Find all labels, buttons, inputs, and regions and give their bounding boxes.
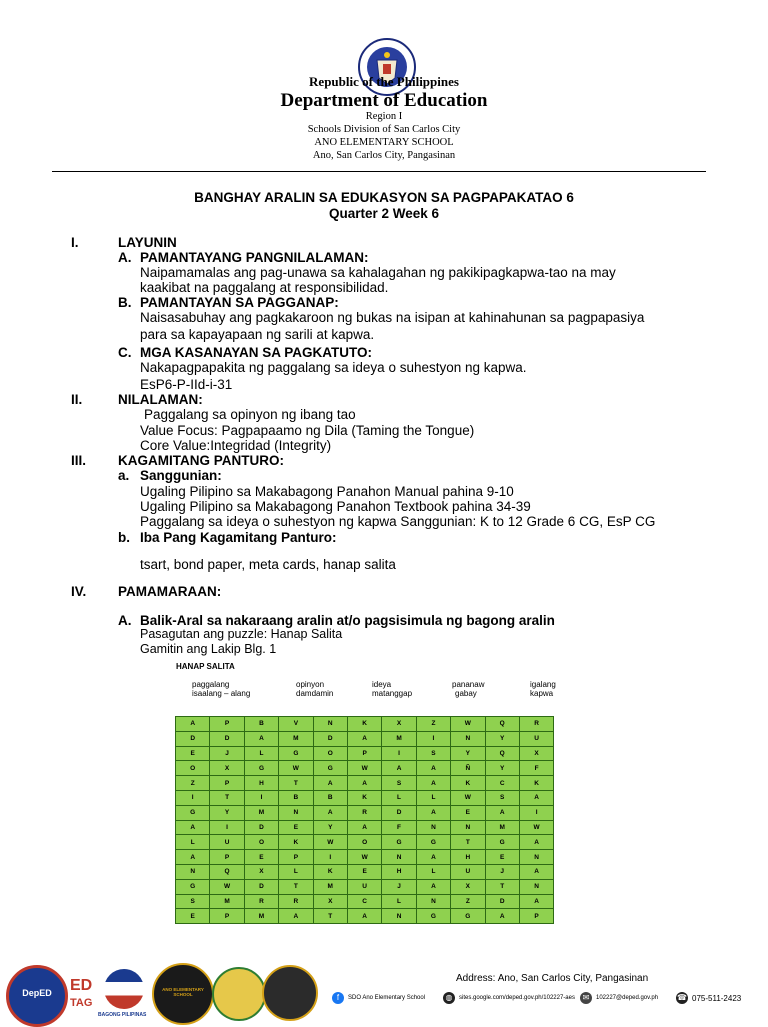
section-iv-label: PAMAMARAAN: — [118, 584, 222, 599]
grid-cell: Q — [485, 717, 519, 732]
grid-cell: Z — [416, 717, 450, 732]
grid-cell: D — [313, 731, 347, 746]
section-b-text1: Naisasabuhay ang pagkakaroon ng bukas na isipan at kahinahunan sa pagpapasiya — [140, 310, 645, 325]
header-divider — [52, 171, 706, 172]
grid-cell: A — [244, 731, 278, 746]
grid-cell: P — [210, 909, 244, 924]
section-b-label: PAMANTAYAN SA PAGGANAP: — [140, 295, 339, 310]
grid-cell: P — [347, 746, 381, 761]
grid-cell: W — [451, 717, 485, 732]
grid-row — [176, 894, 554, 909]
grid-cell: W — [347, 761, 381, 776]
grid-cell: G — [279, 746, 313, 761]
grid-cell: A — [416, 850, 450, 865]
grid-cell: Y — [313, 820, 347, 835]
section-iii-b-letter: b. — [118, 530, 130, 545]
grid-cell: M — [382, 731, 416, 746]
grid-cell: J — [485, 864, 519, 879]
grid-cell: X — [382, 717, 416, 732]
grid-cell: L — [244, 746, 278, 761]
grid-cell: D — [210, 731, 244, 746]
grid-row — [176, 879, 554, 894]
grid-cell: H — [382, 864, 416, 879]
grid-cell: A — [519, 790, 553, 805]
grid-cell: L — [416, 790, 450, 805]
facebook-page[interactable]: SDO Ano Elementary School — [348, 995, 426, 1001]
grid-cell: A — [416, 776, 450, 791]
matatag-logo-tag: TAG — [70, 997, 93, 1009]
grid-cell: N — [451, 820, 485, 835]
grid-cell: A — [347, 731, 381, 746]
grid-cell: E — [485, 850, 519, 865]
grid-cell: N — [519, 879, 553, 894]
grid-cell: Ñ — [451, 761, 485, 776]
email-address[interactable]: 102227@deped.gov.ph — [596, 995, 659, 1001]
grid-cell: Z — [176, 776, 210, 791]
grid-cell: S — [485, 790, 519, 805]
grid-cell: D — [382, 805, 416, 820]
grid-cell: Z — [451, 894, 485, 909]
reference-1: Ugaling Pilipino sa Makabagong Panahon Manual pahina 9-10 — [140, 484, 514, 499]
grid-cell: J — [382, 879, 416, 894]
grid-cell: T — [279, 879, 313, 894]
section-iii-b-label: Iba Pang Kagamitang Panturo: — [140, 530, 337, 545]
grid-cell: T — [210, 790, 244, 805]
grid-cell: R — [519, 717, 553, 732]
grid-cell: I — [210, 820, 244, 835]
grid-row — [176, 850, 554, 865]
grid-cell: F — [382, 820, 416, 835]
grid-cell: M — [279, 731, 313, 746]
grid-cell: L — [416, 864, 450, 879]
grid-cell: S — [416, 746, 450, 761]
grid-cell: A — [416, 761, 450, 776]
bagong-pilipinas-logo — [104, 969, 144, 1009]
word-list-item: paggalang — [192, 680, 230, 689]
word-list-item: isaalang – alang — [192, 689, 251, 698]
region-line: Region I — [365, 111, 403, 122]
grid-cell: G — [485, 835, 519, 850]
section-a-text2: kaakibat na paggalang at responsibilidad. — [140, 280, 389, 295]
attachment-ref: Gamitin ang Lakip Blg. 1 — [140, 642, 277, 656]
section-i-num: I. — [71, 235, 79, 250]
grid-cell: N — [519, 850, 553, 865]
grid-row — [176, 820, 554, 835]
grid-cell: M — [485, 820, 519, 835]
grid-row — [176, 717, 554, 732]
grid-cell: C — [485, 776, 519, 791]
facebook-icon: f — [332, 992, 344, 1004]
footer-address: Address: Ano, San Carlos City, Pangasinan — [456, 973, 649, 984]
grid-cell: D — [244, 820, 278, 835]
grid-row — [176, 790, 554, 805]
grid-cell: M — [313, 879, 347, 894]
grid-cell: J — [210, 746, 244, 761]
grid-cell: A — [176, 850, 210, 865]
grid-cell: U — [347, 879, 381, 894]
grid-cell: I — [313, 850, 347, 865]
ano-es-logo — [152, 963, 214, 1025]
grid-cell: U — [519, 731, 553, 746]
grid-cell: H — [244, 776, 278, 791]
grid-cell: U — [210, 835, 244, 850]
grid-cell: A — [485, 805, 519, 820]
grid-cell: X — [210, 761, 244, 776]
grid-cell: A — [279, 909, 313, 924]
grid-cell: L — [279, 864, 313, 879]
word-list-item: pananaw — [452, 680, 485, 689]
deped-logo — [6, 965, 68, 1027]
footer-logos — [6, 963, 316, 1023]
email-icon: ✉ — [580, 992, 592, 1004]
grid-cell: O — [347, 835, 381, 850]
grid-cell: G — [382, 835, 416, 850]
section-iii-num: III. — [71, 453, 87, 468]
grid-cell: A — [347, 909, 381, 924]
grid-cell: E — [244, 850, 278, 865]
grid-cell: G — [416, 835, 450, 850]
grid-row — [176, 835, 554, 850]
grid-cell: O — [313, 746, 347, 761]
grid-cell: I — [519, 805, 553, 820]
grid-cell: E — [451, 805, 485, 820]
grid-cell: X — [313, 894, 347, 909]
word-list-item: damdamin — [296, 689, 334, 698]
grid-cell: K — [279, 835, 313, 850]
grid-cell: N — [451, 731, 485, 746]
grid-cell: M — [244, 909, 278, 924]
lesson-subtitle: Quarter 2 Week 6 — [328, 206, 440, 221]
grid-cell: W — [279, 761, 313, 776]
reference-2: Ugaling Pilipino sa Makabagong Panahon Textbook pahina 34-39 — [140, 499, 531, 514]
word-list-item: igalang — [530, 680, 556, 689]
section-iv-num: IV. — [71, 584, 87, 599]
grid-row — [176, 776, 554, 791]
grid-cell: N — [279, 805, 313, 820]
section-b-text2: para sa kapayapaan ng sarili at kapwa. — [140, 327, 375, 342]
grid-cell: B — [313, 790, 347, 805]
grid-cell: H — [451, 850, 485, 865]
grid-cell: G — [313, 761, 347, 776]
section-ii-label: NILALAMAN: — [118, 392, 203, 407]
grid-cell: A — [519, 864, 553, 879]
grid-cell: A — [382, 761, 416, 776]
grid-cell: L — [382, 790, 416, 805]
grid-cell: A — [519, 894, 553, 909]
grid-cell: A — [519, 835, 553, 850]
grid-cell: Q — [210, 864, 244, 879]
section-a-label: PAMANTAYANG PANGNILALAMAN: — [140, 250, 369, 265]
grid-cell: E — [176, 909, 210, 924]
grid-row — [176, 731, 554, 746]
section-a-letter: A. — [118, 250, 132, 265]
grid-cell: I — [176, 790, 210, 805]
section-c-label: MGA KASANAYAN SA PAGKATUTO: — [140, 345, 373, 360]
grid-cell: E — [176, 746, 210, 761]
grid-cell: P — [210, 776, 244, 791]
grid-cell: D — [485, 894, 519, 909]
grid-cell: K — [347, 790, 381, 805]
grid-cell: O — [244, 835, 278, 850]
grid-cell: I — [244, 790, 278, 805]
grid-cell: Q — [485, 746, 519, 761]
globe-icon: ◍ — [443, 992, 455, 1004]
word-list-item: kapwa — [530, 689, 554, 698]
word-list-item: ideya — [372, 680, 392, 689]
grid-cell: G — [176, 879, 210, 894]
grid-row — [176, 761, 554, 776]
section-iii-a-label: Sanggunian: — [140, 468, 222, 483]
grid-cell: B — [244, 717, 278, 732]
section-a-text1: Naipamamalas ang pag-unawa sa kahalagahan ng pakikipagkapwa-tao na may — [140, 265, 616, 280]
grid-cell: K — [519, 776, 553, 791]
grid-cell: E — [347, 864, 381, 879]
grid-cell: Y — [485, 731, 519, 746]
grid-cell: P — [210, 850, 244, 865]
word-list-item: opinyon — [296, 680, 325, 689]
grid-cell: G — [176, 805, 210, 820]
school-line: ANO ELEMENTARY SCHOOL — [314, 137, 454, 148]
grid-cell: D — [244, 879, 278, 894]
grid-cell: P — [279, 850, 313, 865]
grid-cell: Y — [451, 746, 485, 761]
grid-cell: K — [313, 864, 347, 879]
grid-cell: Y — [210, 805, 244, 820]
section-iv-a-letter: A. — [118, 613, 132, 628]
grid-cell: W — [451, 790, 485, 805]
grid-cell: A — [416, 879, 450, 894]
puzzle-title: HANAP SALITA — [176, 662, 235, 671]
ano-es-logo-text: ANO ELEMENTARY SCHOOL — [162, 987, 204, 997]
grid-cell: R — [244, 894, 278, 909]
deped-logo-text: DepED — [22, 988, 52, 998]
bagong-pilipinas-text: BAGONG PILIPINAS — [98, 1012, 147, 1018]
section-ii-text1: Paggalang sa opinyon ng ibang tao — [144, 407, 356, 422]
grid-row — [176, 864, 554, 879]
grid-cell: F — [519, 761, 553, 776]
grid-cell: G — [244, 761, 278, 776]
section-ii-text2: Value Focus: Pagpapaamo ng Dila (Taming the Tongue) — [140, 423, 475, 438]
section-iii-label: KAGAMITANG PANTURO: — [118, 453, 284, 468]
section-ii-num: II. — [71, 392, 83, 407]
puzzle-instruction: Pasagutan ang puzzle: Hanap Salita — [140, 627, 343, 641]
grid-cell: L — [382, 894, 416, 909]
grid-cell: A — [416, 805, 450, 820]
grid-cell: X — [451, 879, 485, 894]
matatag-logo-ed: ED — [70, 977, 93, 994]
grid-cell: C — [347, 894, 381, 909]
grid-cell: W — [313, 835, 347, 850]
grid-cell: P — [210, 717, 244, 732]
grid-cell: A — [176, 820, 210, 835]
grid-cell: L — [176, 835, 210, 850]
phone-icon: ☎ — [677, 993, 687, 1002]
grid-cell: K — [347, 717, 381, 732]
grid-cell: N — [382, 909, 416, 924]
grid-cell: S — [382, 776, 416, 791]
grid-cell: I — [416, 731, 450, 746]
grid-cell: N — [382, 850, 416, 865]
grid-cell: N — [176, 864, 210, 879]
word-list-item: gabay — [455, 689, 477, 698]
sdo-logo — [262, 965, 318, 1021]
section-c-letter: C. — [118, 345, 132, 360]
grid-row — [176, 909, 554, 924]
grid-cell: W — [347, 850, 381, 865]
reference-3: Paggalang sa ideya o suhestyon ng kapwa Sanggunian: K to 12 Grade 6 CG, EsP CG — [140, 514, 656, 529]
section-iv-a-label: Balik-Aral sa nakaraang aralin at/o pagsisimula ng bagong aralin — [140, 613, 555, 628]
grid-cell: M — [244, 805, 278, 820]
grid-cell: I — [382, 746, 416, 761]
grid-row — [176, 746, 554, 761]
grid-cell: N — [416, 894, 450, 909]
grid-cell: P — [519, 909, 553, 924]
section-ii-text3: Core Value:Integridad (Integrity) — [140, 438, 332, 453]
phone-number: 075-511-2423 — [692, 994, 742, 1003]
grid-cell: T — [279, 776, 313, 791]
grid-cell: A — [347, 820, 381, 835]
department-title: Department of Education — [280, 90, 488, 111]
materials-list: tsart, bond paper, meta cards, hanap salita — [140, 557, 396, 572]
grid-cell: V — [279, 717, 313, 732]
lesson-title: BANGHAY ARALIN SA EDUKASYON SA PAGPAPAKATAO 6 — [194, 190, 574, 205]
grid-cell: A — [485, 909, 519, 924]
grid-cell: K — [451, 776, 485, 791]
republic-line: Republic of the Philippines — [309, 74, 459, 89]
section-c-text2: EsP6-P-IId-i-31 — [140, 377, 233, 392]
division-logo — [212, 967, 266, 1021]
grid-cell: A — [347, 776, 381, 791]
grid-cell: U — [451, 864, 485, 879]
location-line: Ano, San Carlos City, Pangasinan — [312, 150, 456, 161]
grid-cell: A — [313, 776, 347, 791]
grid-cell: G — [416, 909, 450, 924]
grid-cell: T — [451, 835, 485, 850]
grid-cell: G — [451, 909, 485, 924]
section-i-label: LAYUNIN — [118, 235, 177, 250]
grid-cell: N — [313, 717, 347, 732]
grid-cell: S — [176, 894, 210, 909]
website-link[interactable]: sites.google.com/deped.gov.ph/102227-aes — [459, 995, 575, 1001]
grid-row — [176, 805, 554, 820]
grid-cell: D — [176, 731, 210, 746]
grid-cell: T — [313, 909, 347, 924]
grid-cell: M — [210, 894, 244, 909]
grid-cell: Y — [485, 761, 519, 776]
grid-cell: B — [279, 790, 313, 805]
grid-cell: R — [279, 894, 313, 909]
section-b-letter: B. — [118, 295, 132, 310]
grid-cell: N — [416, 820, 450, 835]
grid-cell: X — [244, 864, 278, 879]
section-c-text1: Nakapagpapakita ng paggalang sa ideya o suhestyon ng kapwa. — [140, 360, 527, 375]
word-search-grid — [175, 716, 554, 924]
grid-cell: A — [313, 805, 347, 820]
grid-cell: R — [347, 805, 381, 820]
grid-cell: X — [519, 746, 553, 761]
division-line: Schools Division of San Carlos City — [307, 124, 461, 135]
grid-cell: A — [176, 717, 210, 732]
grid-cell: W — [519, 820, 553, 835]
section-iii-a-letter: a. — [118, 468, 130, 483]
word-list-item: matanggap — [372, 689, 413, 698]
grid-cell: W — [210, 879, 244, 894]
grid-cell: O — [176, 761, 210, 776]
grid-cell: E — [279, 820, 313, 835]
grid-cell: T — [485, 879, 519, 894]
